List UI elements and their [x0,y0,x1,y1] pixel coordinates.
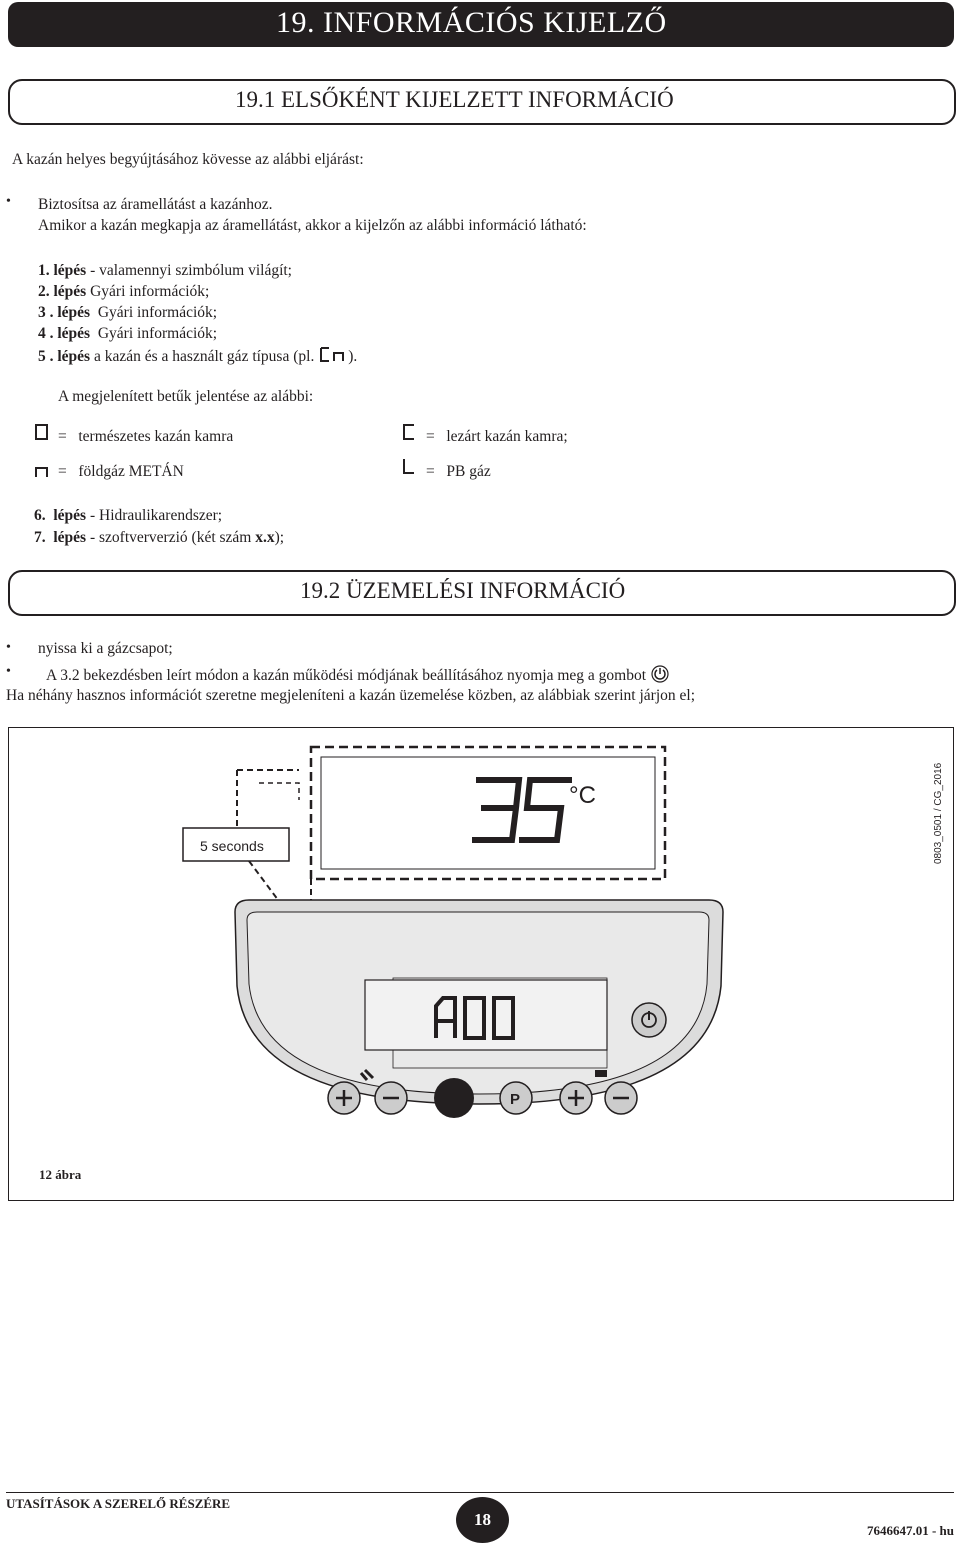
bullet-power-cont: Amikor a kazán megkapja az áramellátást, akkor a kijelzőn az alábbi információ látható: [38,217,587,234]
bullet-power: Biztosítsa az áramellátást a kazánhoz. [38,196,273,213]
legend-c: = lezárt kazán kamra; [426,428,568,445]
temp-unit: °C [569,782,596,809]
l-glyph-icon [402,457,418,475]
p-button-label: P [510,1091,521,1108]
step-7: 7. lépés - szoftververzió (két szám x.x); [34,529,285,546]
display-digits-35-icon [475,780,569,840]
power-button-icon [650,664,670,684]
step-1: 1. lépés - valamennyi szimbólum világít; [38,262,292,279]
step-5: 5 . lépés a kazán és a használt gáz típusa (pl. ). [38,348,358,365]
footer-left: UTASÍTÁSOK A SZERELŐ RÉSZÉRE [6,1496,231,1511]
legend-l: = PB gáz [426,463,491,480]
bullet-mode: A 3.2 bekezdésben leírt módon a kazán működési módjának beállításához nyomja meg a gombot [46,664,670,685]
section-1-heading-box [8,79,956,125]
boiler-panel-diagram [9,728,953,1200]
page-number: 18 [456,1497,509,1543]
footer-rule [6,1492,954,1493]
legend-o: = természetes kazán kamra [58,428,234,445]
step-2: 2. lépés Gyári információk; [38,283,210,300]
bullet-gas: nyissa ki a gázcsapot; [38,640,173,657]
intro-text: A kazán helyes begyújtásához kövesse az alábbi eljárást: [12,151,364,168]
bullet-icon: • [6,664,11,679]
step-3: 3 . lépés Gyári információk; [38,304,218,321]
info-para: Ha néhány hasznos információt szeretne megjeleníteni a kazán üzemelése közben, az alábbiak szerint járjon el; [6,687,696,704]
cn-glyph-icon [318,346,348,364]
section-2-heading-box [8,570,956,616]
figure-12 [8,727,954,1201]
figure-caption: 12 ábra [39,1167,82,1182]
o-glyph-icon [34,423,50,441]
legend-intro: A megjelenített betűk jelentése az alábbi: [58,388,314,405]
section-2-title: 19.2 ÜZEMELÉSI INFORMÁCIÓ [300,578,626,603]
seconds-label: 5 seconds [200,838,264,854]
c-glyph-icon [402,423,418,441]
footer-right: 7646647.01 - hu [866,1523,954,1538]
chapter-title-bar [8,2,954,47]
step-6: 6. lépés - Hidraulikarendszer; [34,507,223,524]
chapter-title: 19. INFORMÁCIÓS KIJELZŐ [276,6,667,39]
figure-code: 0803_0501 / CG_2016 [933,762,944,864]
step-4: 4 . lépés Gyári információk; [38,325,218,342]
legend-n: = földgáz METÁN [58,463,184,480]
bullet-icon: • [6,640,11,655]
n-glyph-icon [34,461,50,479]
section-1-title: 19.1 ELSŐKÉNT KIJELZETT INFORMÁCIÓ [235,87,674,112]
bullet-icon: • [6,194,11,209]
